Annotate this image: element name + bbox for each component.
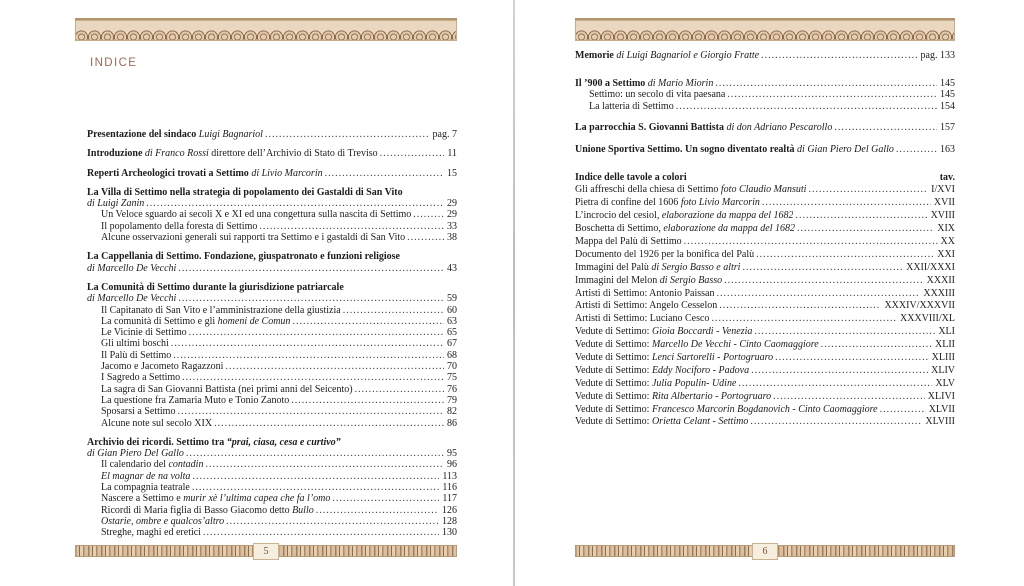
toc-entry: La Cappellania di Settimo. Fondazione, giuspatronato e funzioni religiose [87,251,400,263]
toc-entry: I Sagredo a Settimo ..... 75 [87,372,457,383]
entry-page-number: 154 [940,100,955,112]
toc-entry: Settimo: un secolo di vita paesana ..... 145 [575,89,955,101]
toc-entry: Sposarsi a Settimo ..... 82 [87,406,457,417]
plates-index [575,172,955,430]
dot-leader [343,305,444,316]
entry-page-number: XLIV [931,364,955,376]
entry-page-number: I/XVI [931,184,955,196]
dot-leader [214,418,444,429]
toc-entry: Vedute di Settimo: Lenci Sartorelli - Portogruaro ..... XLIII [575,352,955,365]
toc-entry: Vedute di Settimo: Julia Populin- Udine ..... XLV [575,378,955,391]
toc-entry: Nascere a Settimo e murir xè l’ultima capea che fa l’omo ..... 117 [87,493,457,504]
dot-leader [332,493,439,504]
entry-page-number: tav. [939,171,955,183]
dot-leader [316,505,439,516]
entry-page-number: XLV [935,377,955,389]
toc-entry: La comunità di Settimo e gli homeni de Comun ..... 63 [87,316,457,327]
toc-entry: Unione Sportiva Settimo. Un sogno diventato realtà di Gian Piero Del Gallo ..... 163 [575,144,955,156]
entry-page-number: 63 [447,315,457,327]
toc-entries-right [575,50,955,156]
dot-leader [146,198,444,209]
dot-leader [750,416,922,427]
toc-entry: di Luigi Zanin ..... 29 [87,198,457,209]
ornament-border-top-right [575,18,955,41]
toc-entry: Vedute di Settimo: Eddy Nociforo - Padova ..... XLIV [575,365,955,378]
dot-leader [182,372,444,383]
entry-page-number: XXII/XXXI [906,261,955,273]
entry-page-number: XLVIII [925,416,955,428]
entry-page-number: 60 [447,304,457,316]
dot-leader [834,122,937,133]
toc-entry: Il Capitanato di San Vito e l’amministrazione della giustizia ..... 60 [87,305,457,316]
toc-entry: Streghe, maghi ed eretici ..... 130 [87,527,457,538]
entry-page-number: XLI [938,326,955,338]
entry-page-number: 82 [447,406,457,418]
dot-leader [711,313,897,324]
dot-leader [205,459,444,470]
dot-leader [762,197,931,208]
dot-leader [171,338,444,349]
entry-page-number: XLVII [928,403,955,415]
dot-leader [186,448,444,459]
dot-leader [407,232,444,243]
toc-entry: El magnar de na volta ..... 113 [87,471,457,482]
toc-entry: La latteria di Settimo ..... 154 [575,101,955,113]
toc-entry: L’incrocio del cesiol, elaborazione da mappa del 1682 ..... XVIII [575,210,955,223]
dot-leader [716,288,920,299]
dot-leader [719,300,881,311]
entry-page-number: 116 [442,482,457,494]
dot-leader [676,101,937,112]
toc-entry: Archivio dei ricordi. Settimo tra “prai, ciasa, cesa e curtivo” [87,436,341,448]
entry-page-number: 86 [447,417,457,429]
toc-entry: La Villa di Settimo nella strategia di popolamento dei Gastaldi di San Vito [87,186,403,198]
dot-leader [413,209,444,220]
ornament-border-top-left [75,18,457,41]
toc-entry: Immagini del Melon di Sergio Basso ..... XXXII [575,275,955,288]
entry-page-number: XLIVI [927,390,955,402]
dot-leader [684,236,938,247]
dot-leader [738,378,932,389]
toc-entry: Gli ultimi boschi ..... 67 [87,338,457,349]
page-title: INDICE [90,57,138,69]
entry-page-number: 130 [442,527,457,539]
page-number-left: 5 [253,543,279,560]
toc-entry: Immagini del Palù di Sergio Basso e altri ..... XXII/XXXI [575,262,955,275]
toc-entry: Artisti di Settimo: Luciano Cesco ..... XXXVIII/XL [575,313,955,326]
entry-page-number: 113 [442,470,457,482]
toc-entry: Reperti Archeologici trovati a Settimo di Livio Marcorin ..... 15 [87,168,457,179]
dot-leader [754,326,935,337]
toc-entry: Le Vicinie di Settimo ..... 65 [87,327,457,338]
dot-leader [355,384,444,395]
toc-entry: Vedute di Settimo: Francesco Marcorin Bogdanovich - Cinto Caomaggiore ..... XLVII [575,404,955,417]
toc-entry: Alcune osservazioni generali sui rapporti tra Settimo e i gastaldi di San Vito ..... 38 [87,232,457,243]
entry-page-number: XXXIV/XXXVII [884,300,955,312]
dot-leader [173,350,444,361]
toc-entry: La questione fra Zamaria Muto e Tonio Zanoto ..... 79 [87,395,457,406]
toc-entry: Alcune note sul secolo XIX ..... 86 [87,418,457,429]
dot-leader [189,327,444,338]
entry-page-number: 38 [447,232,457,244]
dot-leader [751,365,928,376]
toc-entry: Artisti di Settimo: Antonio Paissan ..... XXXIII [575,288,955,301]
ornament-border-bottom-left [75,545,457,557]
toc-entry: Il popolamento della foresta di Settimo ..... 33 [87,221,457,232]
entry-page-number: 117 [442,493,457,505]
toc-entry: di Marcello De Vecchi ..... 59 [87,293,457,304]
dot-leader [756,249,934,260]
entry-page-number: XXXVIII/XL [900,313,955,325]
entry-page-number: 11 [447,148,457,160]
entry-page-number: XVIII [930,210,955,222]
entry-page-number: 33 [447,220,457,232]
toc-entry: Introduzione di Franco Rossi direttore dell’Archivio di Stato di Treviso ..... 11 [87,148,457,159]
dot-leader [761,50,917,61]
toc-entry: Memorie di Luigi Bagnariol e Giorgio Fratte ..... pag. 133 [575,50,955,62]
entry-page-number: 67 [447,338,457,350]
dot-leader [880,404,926,415]
dot-leader [775,352,929,363]
entry-page-number: 95 [447,448,457,460]
entry-page-number: 96 [447,459,457,471]
entry-page-number: 65 [447,327,457,339]
toc-entry: Vedute di Settimo: Gioia Boccardi - Venezia ..... XLI [575,326,955,339]
toc-entry: Presentazione del sindaco Luigi Bagnariol ..... pag. 7 [87,129,457,140]
dot-leader [380,148,445,159]
page-number-right: 6 [752,543,778,560]
toc-entry: Il ’900 a Settimo di Mario Miorin ..... 145 [575,78,955,90]
entry-page-number: 126 [442,504,457,516]
ornament-border-bottom-right [575,545,955,557]
dot-leader [724,275,924,286]
dot-leader [291,395,444,406]
entry-page-number: XIX [937,223,955,235]
plates-header: Indice delle tavole a colori tav. [575,171,955,183]
entry-page-number: XLII [935,339,955,351]
entry-page-number: XXXIII [923,287,955,299]
entry-page-number: 29 [447,198,457,210]
toc-entry: Il Palù di Settimo ..... 68 [87,350,457,361]
dot-leader [292,316,444,327]
entry-page-number: pag. 7 [432,129,457,140]
toc-entry: Il calendario del contadin ..... 96 [87,459,457,470]
entry-page-number: 29 [447,209,457,221]
dot-leader [773,391,925,402]
toc-list-left [87,129,457,539]
dot-leader [178,263,444,274]
dot-leader [715,78,937,89]
toc-entry: Vedute di Settimo: Rita Albertario - Portogruaro ..... XLIVI [575,391,955,404]
toc-list-right [575,50,955,429]
right-page [515,0,1024,586]
toc-entry: di Marcello De Vecchi ..... 43 [87,263,457,274]
entry-page-number: XVII [933,197,955,209]
entry-page-number: 76 [447,383,457,395]
entry-page-number: 59 [447,293,457,305]
dot-leader [821,339,932,350]
dot-leader [192,482,440,493]
dot-leader [178,293,444,304]
dot-leader [797,223,934,234]
dot-leader [808,184,928,195]
dot-leader [325,168,444,179]
dot-leader [226,516,439,527]
toc-entry: Mappa del Palù di Settimo ..... XX [575,236,955,249]
dot-leader [742,262,903,273]
dot-leader [896,144,937,155]
entry-page-number: 79 [447,394,457,406]
toc-entry: Boschetta di Settimo, elaborazione da mappa del 1682 ..... XIX [575,223,955,236]
entry-page-number: 145 [940,77,955,89]
toc-entry: Gli affreschi della chiesa di Settimo foto Claudio Mansuti ..... I/XVI [575,184,955,197]
dot-leader [225,361,444,372]
entry-page-number: XLIII [931,352,955,364]
entry-page-number: 15 [447,167,457,179]
dot-leader [727,89,937,100]
toc-entry: Jacomo e Jacometo Ragazzoni ..... 70 [87,361,457,372]
dot-leader [265,129,430,140]
dot-leader [259,221,444,232]
entry-page-number: 163 [940,143,955,155]
toc-entry: Vedute di Settimo: Marcello De Vecchi - Cinto Caomaggiore ..... XLII [575,339,955,352]
toc-entry: Pietra di confine del 1606 foto Livio Marcorin ..... XVII [575,197,955,210]
toc-entry: di Gian Piero Del Gallo ..... 95 [87,448,457,459]
entry-page-number: 157 [940,122,955,134]
toc-entry: Ostarie, ombre e qualcos’altro ..... 128 [87,516,457,527]
toc-entry: Ricordi di Maria figlia di Basso Giacomo detto Bullo ..... 126 [87,505,457,516]
toc-entry: Un Veloce sguardo ai secoli X e XI ed una congettura sulla nascita di Settimo ..... 29 [87,209,457,220]
toc-entry: Vedute di Settimo: Orietta Celant - Settimo ..... XLVIII [575,416,955,429]
dot-leader [192,471,439,482]
entry-page-number: 145 [940,89,955,101]
entry-page-number: 128 [442,515,457,527]
dot-leader [203,527,439,538]
toc-entry: La compagnia teatrale ..... 116 [87,482,457,493]
entry-page-number: 70 [447,361,457,373]
entry-page-number: 68 [447,349,457,361]
toc-entry: La parrocchia S. Giovanni Battista di don Adriano Pescarollo ..... 157 [575,122,955,134]
entry-page-number: XXXII [926,274,955,286]
toc-entry: Documento del 1926 per la bonifica del Palù ..... XXI [575,249,955,262]
toc-entry: La Comunità di Settimo durante la giurisdizione patriarcale [87,281,344,293]
entry-page-number: 43 [447,262,457,274]
entry-page-number: XX [940,236,955,248]
toc-entry: La sagra di San Giovanni Battista (nei primi anni del Seicento) ..... 76 [87,384,457,395]
dot-leader [795,210,927,221]
entry-page-number: XXI [937,248,955,260]
toc-entry: Artisti di Settimo: Angelo Cesselon ..... XXXIV/XXXVII [575,300,955,313]
dot-leader [177,406,444,417]
entry-page-number: pag. 133 [920,50,955,61]
entry-page-number: 75 [447,372,457,384]
